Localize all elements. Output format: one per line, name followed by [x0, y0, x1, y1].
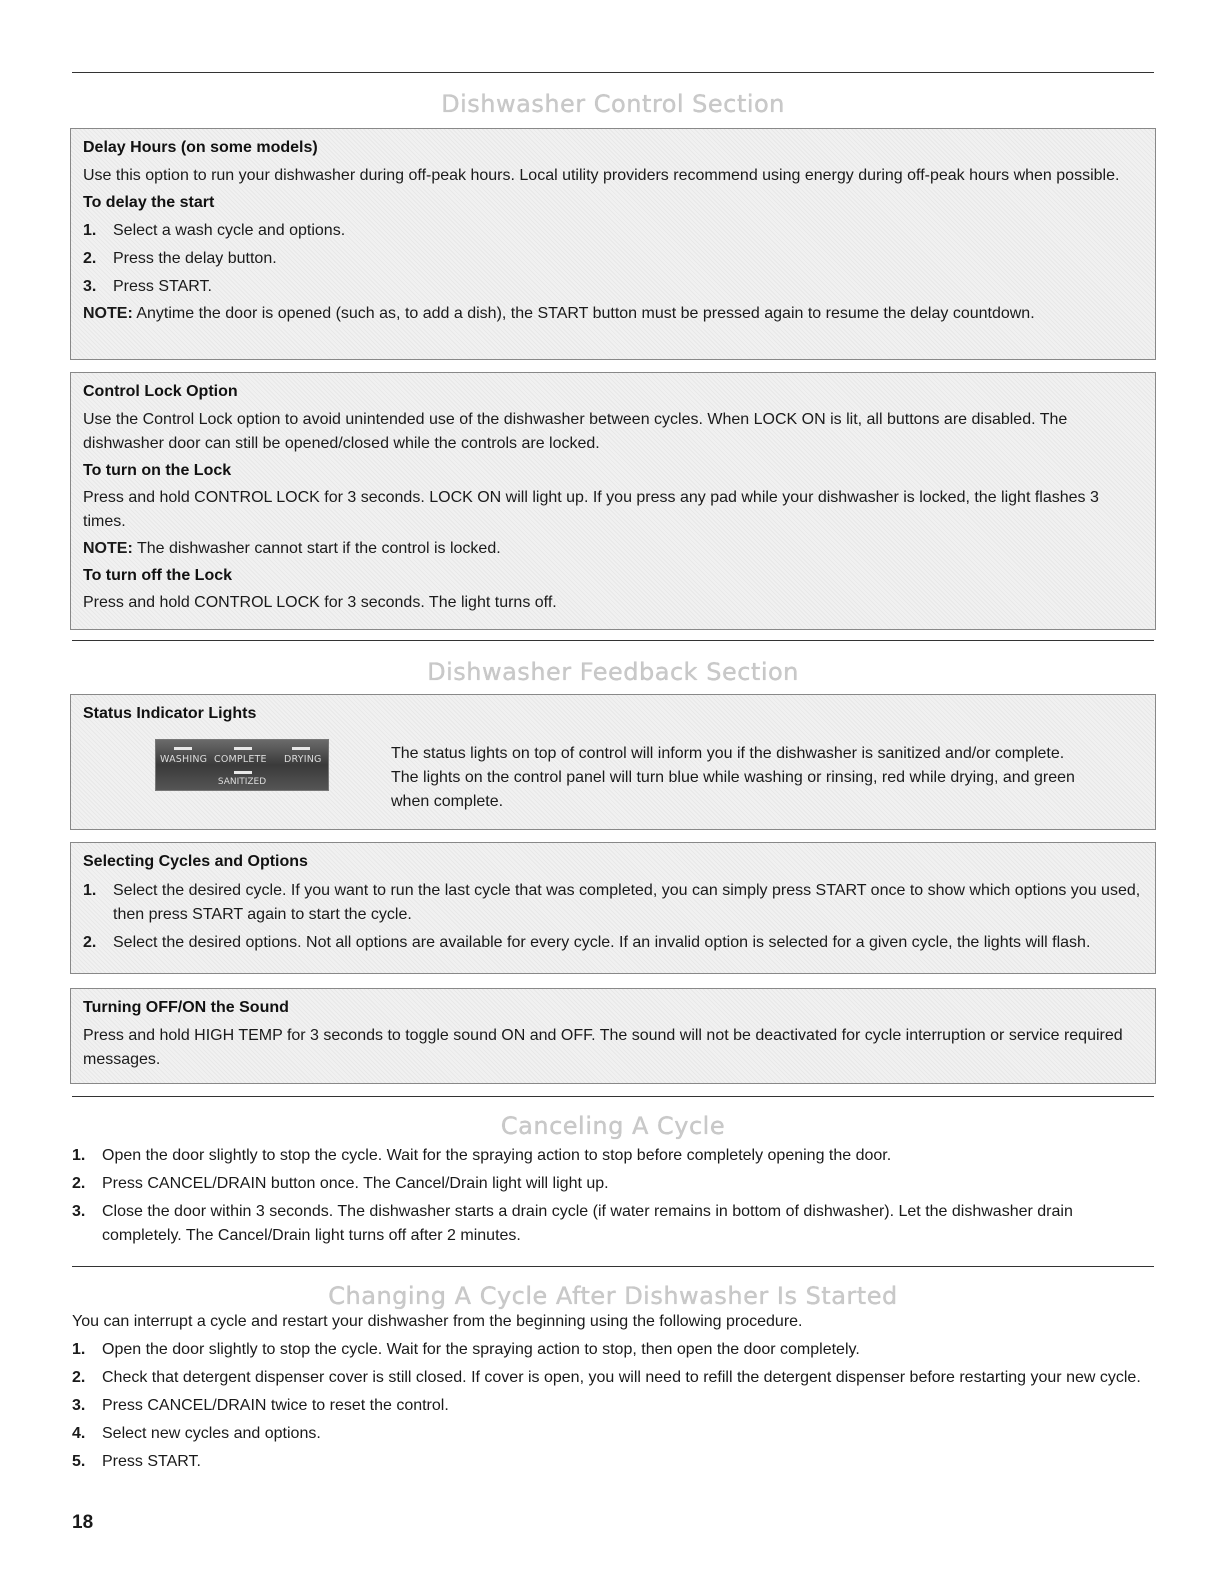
- status-heading: Status Indicator Lights: [83, 705, 257, 722]
- control-lock-box: [70, 372, 1156, 630]
- lock-off-text: Press and hold CONTROL LOCK for 3 seconds. The light turns off.: [83, 594, 557, 611]
- selecting-steps: [83, 879, 1143, 955]
- top-rule: [72, 72, 1154, 73]
- change-intro: You can interrupt a cycle and restart your dishwasher from the beginning using the following procedure.: [72, 1313, 803, 1330]
- delay-note: NOTE: Anytime the door is opened (such as, to add a dish), the START button must be pressed again to resume the delay countdown.: [83, 305, 1035, 322]
- delay-steps: [83, 219, 1143, 299]
- list-item: 2. Press the delay button.: [83, 250, 277, 267]
- change-section-title: Changing A Cycle After Dishwasher Is Started: [328, 1282, 898, 1310]
- delay-heading: Delay Hours (on some models): [83, 139, 318, 156]
- list-item: 3. Press CANCEL/DRAIN twice to reset the control.: [72, 1397, 449, 1414]
- cancel-steps-block: [72, 1140, 1154, 1248]
- lock-on-text: Press and hold CONTROL LOCK for 3 seconds. LOCK ON will light up. If you press any pad while your dishwasher is locked, the light flashes 3 times.: [83, 489, 1099, 530]
- list-item: 3. Press START.: [83, 278, 212, 295]
- status-lights-box: [70, 694, 1156, 830]
- lock-on-heading: To turn on the Lock: [83, 462, 232, 479]
- delay-subheading: To delay the start: [83, 194, 215, 211]
- list-item: 2. Select the desired options. Not all options are available for every cycle. If an invalid option is selected for a given cycle, the lights will flash.: [83, 934, 1091, 951]
- cancel-rule: [72, 1096, 1154, 1097]
- list-item: 3. Close the door within 3 seconds. The dishwasher starts a drain cycle (if water remains in bottom of dishwasher). Let the dishwasher drain completely. The Cancel/Drain light turns off after 2 minutes.: [72, 1203, 1073, 1244]
- list-item: 2. Press CANCEL/DRAIN button once. The Cancel/Drain light will light up.: [72, 1175, 609, 1192]
- selecting-heading: Selecting Cycles and Options: [83, 853, 308, 870]
- list-item: 1. Select the desired cycle. If you want to run the last cycle that was completed, you can simply press START once to show which options you used, then press START again to start the cycle.: [83, 882, 1141, 923]
- lock-heading: Control Lock Option: [83, 383, 238, 400]
- control-section-title: Dishwasher Control Section: [441, 90, 785, 118]
- change-steps: [72, 1338, 1154, 1474]
- list-item: 5. Press START.: [72, 1453, 201, 1470]
- list-item: 1. Open the door slightly to stop the cycle. Wait for the spraying action to stop before completely opening the door.: [72, 1147, 892, 1164]
- complete-label: COMPLETE: [214, 754, 267, 765]
- lock-note: NOTE: The dishwasher cannot start if the control is locked.: [83, 540, 501, 557]
- feedback-rule: [72, 640, 1154, 641]
- drying-label: DRYING: [284, 754, 322, 765]
- cancel-section-title: Canceling A Cycle: [500, 1112, 726, 1140]
- sound-heading: Turning OFF/ON the Sound: [83, 999, 289, 1016]
- drying-light: [292, 747, 310, 750]
- selecting-cycles-box: [70, 842, 1156, 974]
- washing-light: [174, 747, 192, 750]
- list-item: 4. Select new cycles and options.: [72, 1425, 321, 1442]
- delay-hours-box: [70, 128, 1156, 360]
- status-panel-image: [155, 739, 329, 791]
- sound-text: Press and hold HIGH TEMP for 3 seconds to toggle sound ON and OFF. The sound will not be deactivated for cycle interruption or service required messages.: [83, 1027, 1123, 1068]
- sound-box: [70, 988, 1156, 1084]
- cancel-steps: [72, 1144, 1154, 1248]
- list-item: 1. Open the door slightly to stop the cycle. Wait for the spraying action to stop, then open the door completely.: [72, 1341, 860, 1358]
- list-item: 1. Select a wash cycle and options.: [83, 222, 346, 239]
- washing-label: WASHING: [160, 754, 208, 765]
- list-item: 2. Check that detergent dispenser cover is still closed. If cover is open, you will need to refill the detergent dispenser before restarting your new cycle.: [72, 1369, 1141, 1386]
- sanitized-light: [234, 771, 252, 774]
- status-text: The status lights on top of control will inform you if the dishwasher is sanitized and/or complete. The lights on the control panel will turn blue while washing or rinsing, red while drying, and green when complete.: [391, 745, 1075, 810]
- sanitized-label: SANITIZED: [217, 777, 267, 787]
- feedback-section-title: Dishwasher Feedback Section: [427, 658, 799, 686]
- delay-intro: Use this option to run your dishwasher during off-peak hours. Local utility providers recommend using energy during off-peak hours when possible.: [83, 167, 1120, 184]
- page-number: 18: [72, 1512, 94, 1533]
- lock-off-heading: To turn off the Lock: [83, 567, 233, 584]
- change-rule: [72, 1266, 1154, 1267]
- change-block: [72, 1310, 1154, 1474]
- lock-intro: Use the Control Lock option to avoid unintended use of the dishwasher between cycles. When LOCK ON is lit, all buttons are disabled. The dishwasher door can still be opened/closed while the controls are locked.: [83, 411, 1068, 452]
- complete-light: [234, 747, 252, 750]
- status-content: [83, 739, 1143, 814]
